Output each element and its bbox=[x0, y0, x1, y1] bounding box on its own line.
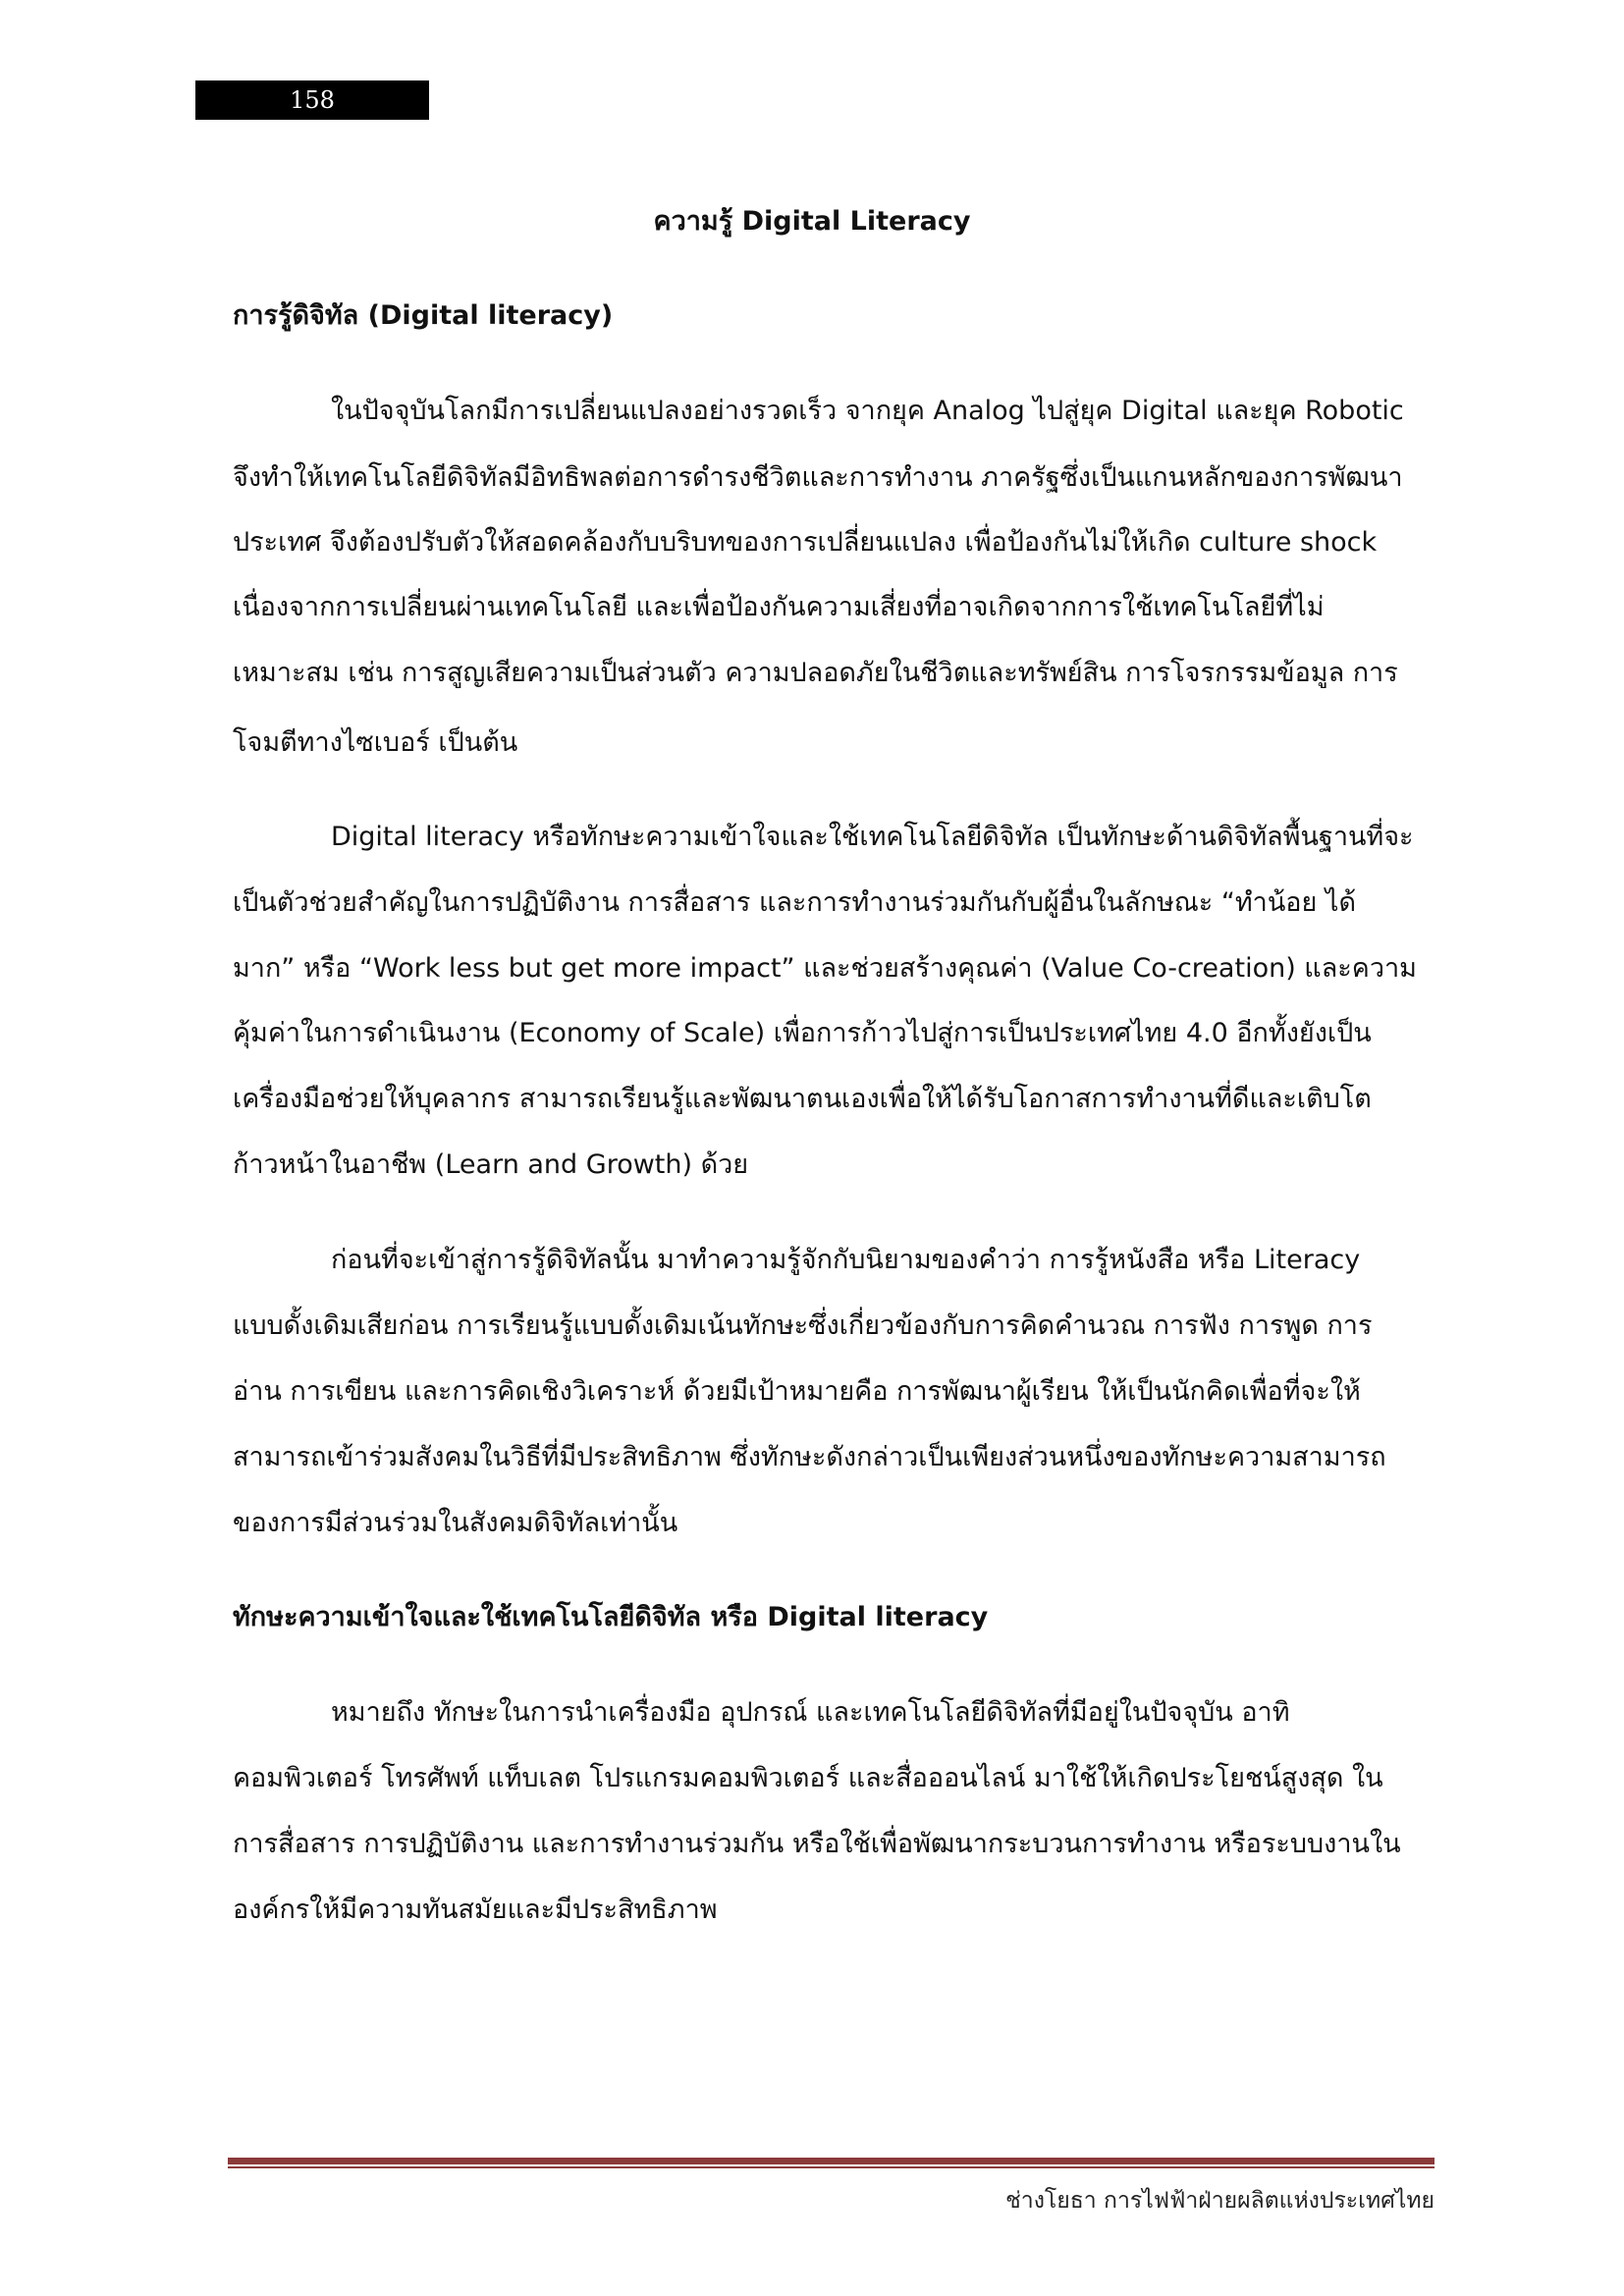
footer-divider bbox=[228, 2158, 1435, 2164]
paragraph-line: ก้าวหน้าในอาชีพ (Learn and Growth) ด้วย bbox=[233, 1149, 749, 1180]
paragraph-line: การสื่อสาร การปฏิบัติงาน และการทำงานร่วมกัน หรือใช้เพื่อพัฒนากระบวนการทำงาน หรือระบบงานใน bbox=[233, 1829, 1401, 1859]
section-heading-digital-literacy: การรู้ดิจิทัล (Digital literacy) bbox=[233, 300, 614, 331]
paragraph-line: ของการมีส่วนร่วมในสังคมดิจิทัลเท่านั้น bbox=[233, 1508, 678, 1538]
page-number: 158 bbox=[195, 80, 429, 120]
footer-organization: ช่างโยธา การไฟฟ้าฝ่ายผลิตแห่งประเทศไทย bbox=[1005, 2188, 1435, 2214]
section-heading-digital-skills: ทักษะความเข้าใจและใช้เทคโนโลยีดิจิทัล หรือ Digital literacy bbox=[233, 1602, 989, 1632]
footer-divider-thin bbox=[228, 2166, 1435, 2168]
paragraph-line: สามารถเข้าร่วมสังคมในวิธีที่มีประสิทธิภาพ ซึ่งทักษะดังกล่าวเป็นเพียงส่วนหนึ่งของทักษะความสามารถ bbox=[233, 1442, 1386, 1472]
paragraph-line: ประเทศ จึงต้องปรับตัวให้สอดคล้องกับบริบทของการเปลี่ยนแปลง เพื่อป้องกันไม่ให้เกิด culture shock bbox=[233, 527, 1378, 558]
paragraph-line: โจมตีทางไซเบอร์ เป็นต้น bbox=[233, 727, 518, 758]
paragraph-line: จึงทำให้เทคโนโลยีดิจิทัลมีอิทธิพลต่อการดำรงชีวิตและการทำงาน ภาครัฐซึ่งเป็นแกนหลักของการพัฒนา bbox=[233, 462, 1403, 493]
paragraph-line: หมายถึง ทักษะในการนำเครื่องมือ อุปกรณ์ และเทคโนโลยีดิจิทัลที่มีอยู่ในปัจจุบัน อาทิ bbox=[331, 1697, 1290, 1728]
paragraph-line: คอมพิวเตอร์ โทรศัพท์ แท็บเลต โปรแกรมคอมพิวเตอร์ และสื่อออนไลน์ มาใช้ให้เกิดประโยชน์สูงสุด ใน bbox=[233, 1763, 1383, 1793]
paragraph-line: ก่อนที่จะเข้าสู่การรู้ดิจิทัลนั้น มาทำความรู้จักกับนิยามของคำว่า การรู้หนังสือ หรือ Literacy bbox=[331, 1245, 1361, 1275]
paragraph-line: คุ้มค่าในการดำเนินงาน (Economy of Scale) เพื่อการก้าวไปสู่การเป็นประเทศไทย 4.0 อีกทั้งยังเป็น bbox=[233, 1018, 1372, 1048]
document-title: ความรู้ Digital Literacy bbox=[653, 206, 971, 237]
paragraph-line: อ่าน การเขียน และการคิดเชิงวิเคราะห์ ด้วยมีเป้าหมายคือ การพัฒนาผู้เรียน ให้เป็นนักคิดเพื่อที่จะให้ bbox=[233, 1376, 1361, 1407]
paragraph-line: มาก” หรือ “Work less but get more impact” และช่วยสร้างคุณค่า (Value Co-creation) และความ bbox=[233, 953, 1417, 984]
paragraph-line: Digital literacy หรือทักษะความเข้าใจและใช้เทคโนโลยีดิจิทัล เป็นทักษะด้านดิจิทัลพื้นฐานที่จะ bbox=[331, 822, 1414, 852]
paragraph-line: เป็นตัวช่วยสำคัญในการปฏิบัติงาน การสื่อสาร และการทำงานร่วมกันกับผู้อื่นในลักษณะ “ทำน้อย ได้ bbox=[233, 887, 1357, 918]
paragraph-line: เครื่องมือช่วยให้บุคลากร สามารถเรียนรู้และพัฒนาตนเองเพื่อให้ได้รับโอกาสการทำงานที่ดีและเติบโต bbox=[233, 1084, 1372, 1114]
paragraph-line: เนื่องจากการเปลี่ยนผ่านเทคโนโลยี และเพื่อป้องกันความเสี่ยงที่อาจเกิดจากการใช้เทคโนโลยีที่ไม่ bbox=[233, 592, 1325, 622]
paragraph-line: องค์กรให้มีความทันสมัยและมีประสิทธิภาพ bbox=[233, 1895, 718, 1925]
paragraph-line: แบบดั้งเดิมเสียก่อน การเรียนรู้แบบดั้งเดิมเน้นทักษะซึ่งเกี่ยวข้องกับการคิดคำนวณ การฟัง การพูด การ bbox=[233, 1310, 1373, 1341]
paragraph-line: เหมาะสม เช่น การสูญเสียความเป็นส่วนตัว ความปลอดภัยในชีวิตและทรัพย์สิน การโจรกรรมข้อมูล การ bbox=[233, 658, 1398, 688]
paragraph-line: ในปัจจุบันโลกมีการเปลี่ยนแปลงอย่างรวดเร็ว จากยุค Analog ไปสู่ยุค Digital และยุค Robotic bbox=[331, 396, 1404, 426]
